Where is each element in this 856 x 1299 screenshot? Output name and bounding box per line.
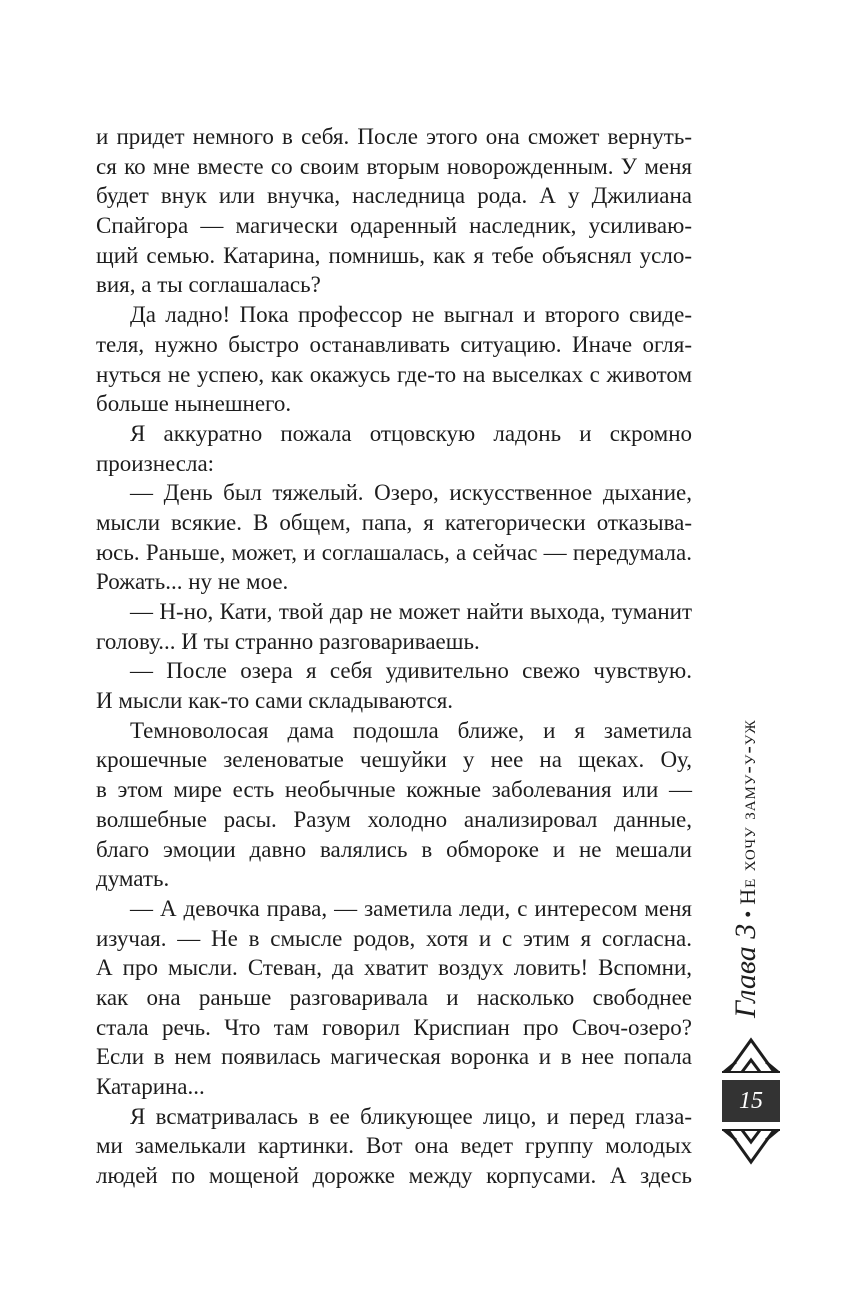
text-line: Темноволосая дама подошла ближе, и я заметила — [130, 717, 692, 743]
page-number: 15 — [722, 1080, 780, 1122]
text-line: стала речь. Что там говорил Криспиан про Своч-озеро? — [96, 1014, 692, 1040]
text-line: мысли всякие. В общем, папа, я категорически отказыва- — [96, 509, 692, 535]
text-line: благо эмоции давно валялись в обмороке и не мешали — [96, 836, 692, 862]
text-line: Спайгора — магически одаренный наследник, усиливаю- — [96, 213, 692, 239]
ornament-bottom-icon — [722, 1128, 780, 1168]
book-title: Не хочу заму-у-уж — [735, 719, 760, 905]
text-line: будет внук или внучка, наследница рода. А у Джилиана — [96, 183, 692, 209]
text-line: А про мысли. Стеван, да хватит воздух ловить! Вспомни, — [96, 955, 692, 981]
text-line: больше нынешнего. — [96, 391, 292, 417]
text-line: думать. — [96, 866, 170, 892]
text-line: Если в нем появилась магическая воронка и в нее попала — [96, 1044, 692, 1070]
text-line: произнесла: — [96, 450, 215, 476]
body-text — [96, 122, 692, 1191]
text-line: — После озера я себя удивительно свежо чувствую. — [130, 658, 692, 684]
text-line: Да ладно! Пока профессор не выгнал и второго свиде- — [130, 302, 692, 328]
ornament-top-icon — [722, 1034, 780, 1074]
text-line: — А девочка права, — заметила леди, с интересом меня — [130, 895, 692, 921]
text-line: — Н-но, Кати, твой дар не может найти выхода, туманит — [130, 599, 692, 624]
text-line: как она раньше разговаривала и насколько свободнее — [96, 984, 692, 1010]
header-separator: • — [738, 910, 760, 918]
text-line: людей по мощеной дорожке между корпусами. А здесь — [96, 1163, 692, 1189]
text-line: — День был тяжелый. Озеро, искусственное дыхание, — [130, 480, 692, 506]
text-line: нуться не успею, как окажусь где-то на выселках с животом — [96, 361, 692, 387]
text-line: юсь. Раньше, может, и соглашалась, а сейчас — передумала. — [96, 539, 692, 565]
text-line: крошечные зеленоватые чешуйки у нее на щеках. Оу, — [96, 747, 692, 773]
text-line: ся ко мне вместе со своим вторым новорожденным. У меня — [96, 153, 692, 179]
text-line: И мысли как-то сами складываются. — [96, 688, 454, 714]
text-line: изучая. — Не в смысле родов, хотя и с этим я согласна. — [96, 925, 692, 951]
text-line: Катарина... — [96, 1074, 205, 1099]
text-line: и придет немного в себя. После этого она сможет вернуть- — [96, 124, 692, 149]
text-line: Я всматривалась в ее бликующее лицо, и перед глаза- — [130, 1103, 692, 1129]
text-line: в этом мире есть необычные кожные заболевания или — — [96, 777, 692, 803]
text-line: ми замелькали картинки. Вот она ведет группу молодых — [96, 1133, 692, 1159]
text-line: щий семью. Катарина, помнишь, как я тебе объяснял усло- — [96, 242, 692, 268]
text-line: Рожать... ну не мое. — [96, 569, 289, 595]
chapter-label: Глава 3 — [729, 923, 762, 1018]
text-line: Я аккуратно пожала отцовскую ладонь и скромно — [130, 420, 692, 446]
text-line: вия, а ты соглашалась? — [96, 272, 321, 298]
text-line: теля, нужно быстро останавливать ситуацию. Иначе огля- — [96, 331, 692, 357]
running-header — [726, 719, 769, 1018]
text-line: волшебные расы. Разум холодно анализировал данные, — [96, 806, 692, 832]
text-line: голову... И ты странно разговариваешь. — [96, 628, 480, 654]
